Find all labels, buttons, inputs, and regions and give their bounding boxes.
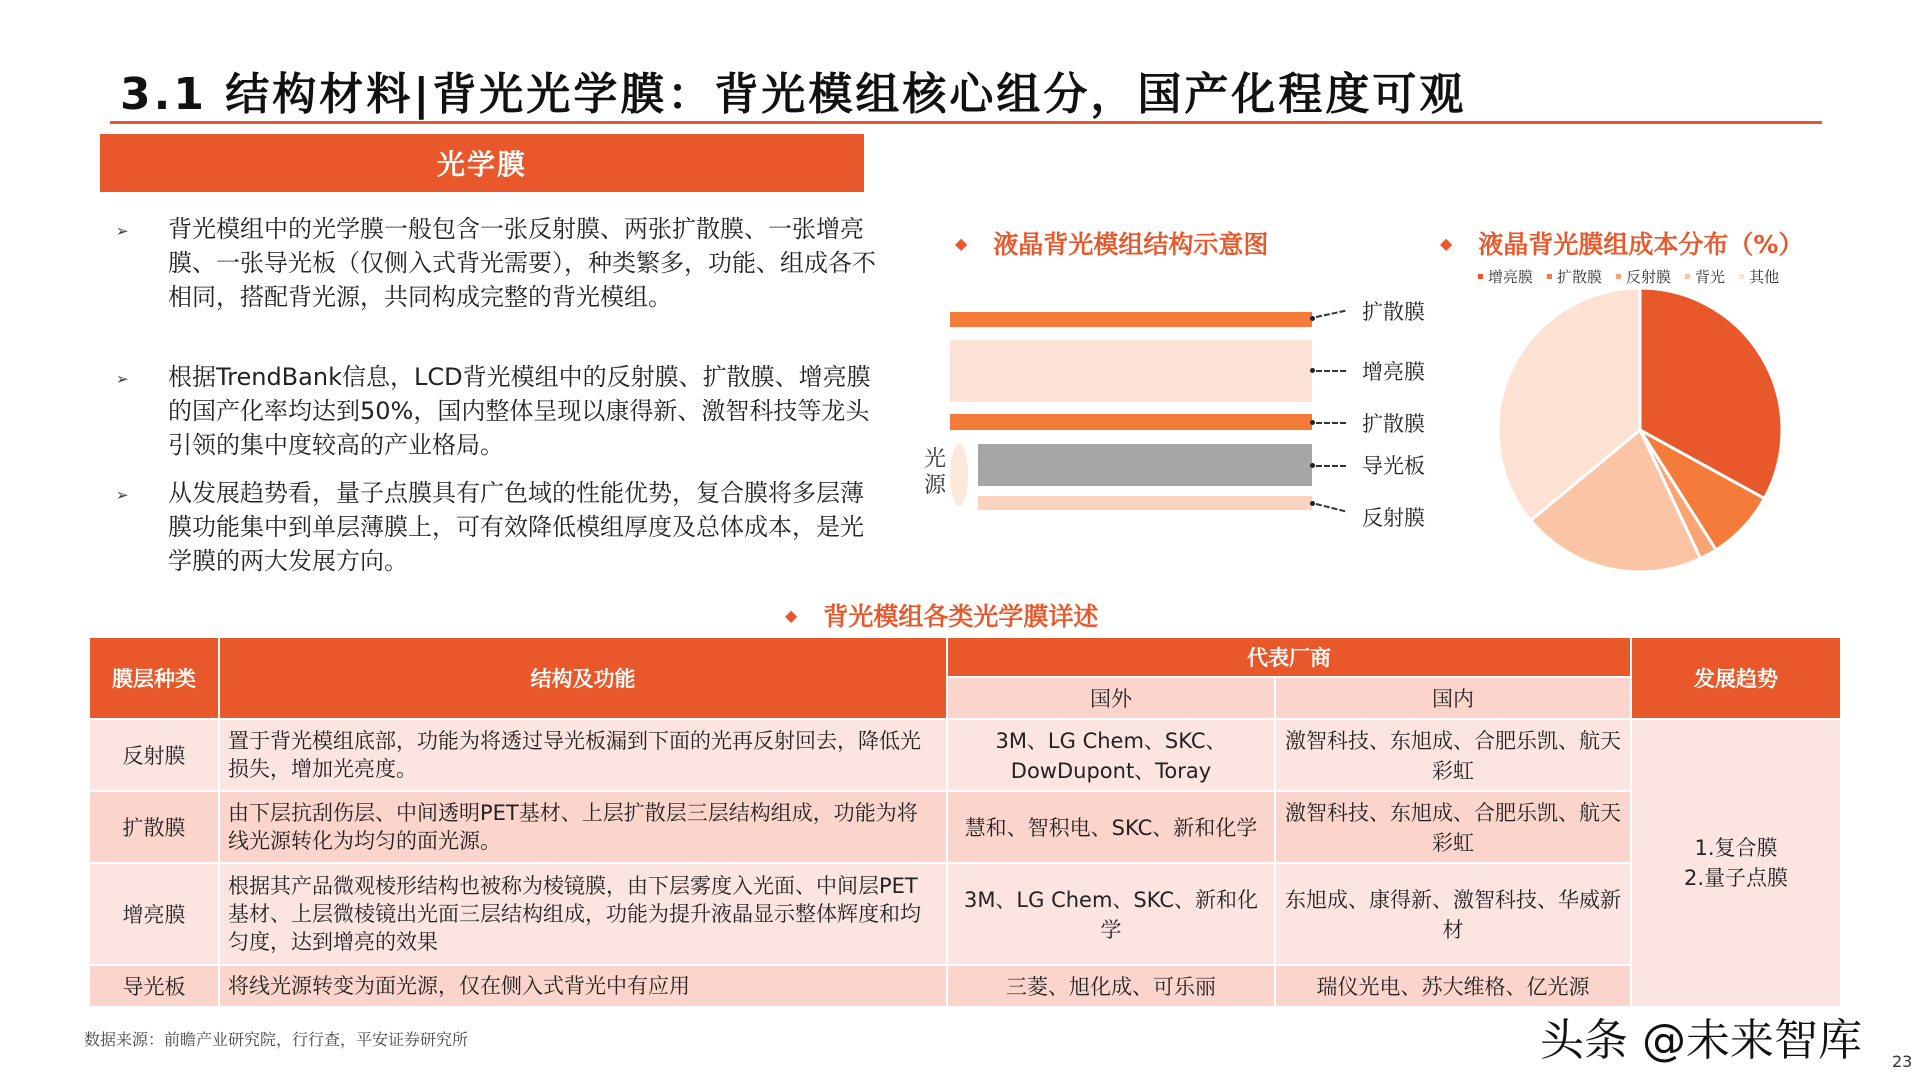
layer-diffuser-bottom	[950, 414, 1312, 430]
cell-foreign: 慧和、智积电、SKC、新和化学	[947, 791, 1275, 863]
cost-chart-title-text: 液晶背光膜组成本分布（%）	[1478, 230, 1804, 259]
legend-swatch	[1739, 274, 1744, 279]
light-source-label: 光源	[924, 447, 947, 498]
bullet-arrow-icon: ➢	[116, 370, 129, 388]
bullet-text: 从发展趋势看，量子点膜具有广色域的性能优势，复合膜将多层薄膜功能集中到单层薄膜上，可有效降低模组厚度及总体成本，是光学膜的两大发展方向。	[168, 479, 864, 575]
layer-light-guide-plate	[978, 444, 1312, 486]
table-section-title	[785, 597, 1098, 633]
header-domestic: 国内	[1275, 677, 1631, 719]
cell-trend	[1631, 719, 1841, 1007]
layer-label: 扩散膜	[1362, 300, 1425, 324]
legend-swatch	[1616, 274, 1621, 279]
cell-domestic: 激智科技、东旭成、合肥乐凯、航天彩虹	[1275, 791, 1631, 863]
cost-pie-chart	[1480, 280, 1820, 600]
cell-domestic: 激智科技、东旭成、合肥乐凯、航天彩虹	[1275, 719, 1631, 791]
light-source-shape	[950, 444, 968, 506]
table-section-title-text: 背光模组各类光学膜详述	[823, 602, 1099, 631]
cell-function: 根据其产品微观棱形结构也被称为棱镜膜，由下层雾度入光面、中间层PET基材、上层微棱镜出光面三层结构组成，功能为提升液晶显示整体辉度和均匀度，达到增亮的效果	[219, 863, 947, 965]
layer-diffuser-top	[950, 312, 1312, 327]
data-source-note: 数据来源：前瞻产业研究院，行行查，平安证券研究所	[84, 1030, 469, 1049]
cost-chart-title	[1440, 225, 1803, 261]
leader-line	[1316, 310, 1346, 318]
leader-dot	[1310, 368, 1315, 373]
layer-reflective-film	[978, 496, 1312, 510]
header-foreign: 国外	[947, 677, 1275, 719]
structure-diagram-title	[955, 225, 1268, 261]
layer-brightness-film	[950, 340, 1312, 402]
cell-function: 由下层抗刮伤层、中间透明PET基材、上层扩散层三层结构组成，功能为将线光源转化为均匀的面光源。	[219, 791, 947, 863]
trend-item: 1.复合膜	[1694, 836, 1778, 860]
diamond-icon: ◆	[1440, 233, 1453, 253]
leader-dot	[1310, 316, 1315, 321]
title-divider	[110, 121, 1822, 124]
cell-function: 置于背光模组底部，功能为将透过导光板漏到下面的光再反射回去，降低光损失，增加光亮度。	[219, 719, 947, 791]
header-vendors: 代表厂商	[947, 637, 1631, 677]
leader-line	[1316, 370, 1346, 372]
table-row	[89, 719, 1841, 791]
header-trend: 发展趋势	[1631, 637, 1841, 719]
cell-kind: 导光板	[89, 965, 219, 1007]
legend-swatch	[1685, 274, 1690, 279]
table-row	[89, 791, 1841, 863]
leader-dot	[1310, 463, 1315, 468]
section-banner: 光学膜	[100, 134, 864, 192]
bullet-arrow-icon: ➢	[116, 486, 129, 504]
bullet-item	[116, 212, 876, 314]
leader-line	[1316, 465, 1346, 467]
legend-swatch	[1547, 274, 1552, 279]
bullet-text: 背光模组中的光学膜一般包含一张反射膜、两张扩散膜、一张增亮膜、一张导光板（仅侧入式背光需要），种类繁多，功能、组成各不相同，搭配背光源，共同构成完整的背光模组。	[168, 215, 876, 311]
cell-domestic: 瑞仪光电、苏大维格、亿光源	[1275, 965, 1631, 1007]
legend-swatch	[1478, 274, 1483, 279]
legend-label: 背光	[1695, 268, 1726, 286]
bullet-text: 根据TrendBank信息，LCD背光模组中的反射膜、扩散膜、增亮膜的国产化率均达到50%，国内整体呈现以康得新、激智科技等龙头引领的集中度较高的产业格局。	[168, 363, 871, 459]
legend-label: 反射膜	[1626, 268, 1672, 286]
optical-film-table	[88, 636, 1840, 1008]
header-function: 结构及功能	[219, 637, 947, 719]
diamond-icon: ◆	[955, 233, 968, 253]
diamond-icon: ◆	[785, 605, 798, 625]
leader-dot	[1310, 420, 1315, 425]
legend-label: 其他	[1749, 268, 1780, 286]
structure-diagram-title-text: 液晶背光模组结构示意图	[993, 230, 1269, 259]
cell-foreign: 3M、LG Chem、SKC、新和化学	[947, 863, 1275, 965]
cell-kind: 增亮膜	[89, 863, 219, 965]
trend-item: 2.量子点膜	[1683, 866, 1789, 890]
cell-domestic: 东旭成、康得新、激智科技、华威新材	[1275, 863, 1631, 965]
cell-kind: 反射膜	[89, 719, 219, 791]
table-row	[89, 863, 1841, 965]
layer-label: 导光板	[1362, 454, 1425, 478]
cell-kind: 扩散膜	[89, 791, 219, 863]
legend-label: 扩散膜	[1557, 268, 1603, 286]
layer-label: 扩散膜	[1362, 412, 1425, 436]
cell-foreign: 3M、LG Chem、SKC、DowDupont、Toray	[947, 719, 1275, 791]
bullet-item	[116, 360, 876, 462]
leader-dot	[1310, 501, 1315, 506]
layer-label: 反射膜	[1362, 506, 1425, 530]
watermark: 头条 @未来智库	[1540, 1015, 1862, 1066]
header-kind: 膜层种类	[89, 637, 219, 719]
leader-line	[1316, 503, 1346, 512]
legend-label: 增亮膜	[1488, 268, 1534, 286]
cell-function: 将线光源转变为面光源，仅在侧入式背光中有应用	[219, 965, 947, 1007]
bullet-item	[116, 476, 876, 578]
cell-foreign: 三菱、旭化成、可乐丽	[947, 965, 1275, 1007]
page-number: 23	[1892, 1052, 1913, 1071]
leader-line	[1316, 422, 1346, 424]
bullet-arrow-icon: ➢	[116, 222, 129, 240]
table-row	[89, 965, 1841, 1007]
page-title: 3.1 结构材料|背光光学膜：背光模组核心组分，国产化程度可观	[120, 69, 1467, 120]
layer-label: 增亮膜	[1362, 360, 1425, 384]
